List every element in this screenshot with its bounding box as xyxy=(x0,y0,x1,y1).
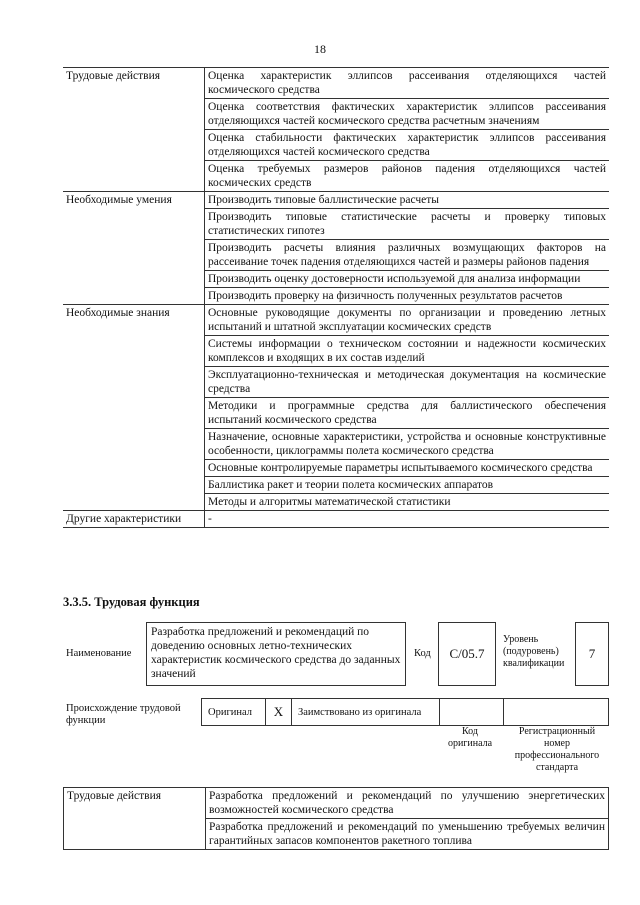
code-value: C/05.7 xyxy=(438,622,496,686)
level-value: 7 xyxy=(575,622,609,686)
row-value: Эксплуатационно-техническая и методическая документация на космические средства xyxy=(205,367,610,398)
row-label xyxy=(63,288,205,305)
row-value: Производить типовые статистические расчеты и проверку типовых статистических гипотез xyxy=(205,209,610,240)
row-value: - xyxy=(205,511,610,528)
row-value: Разработка предложений и рекомендаций по улучшению энергетических возможностей космического средства xyxy=(206,788,609,819)
table-row xyxy=(63,305,609,336)
code-label: Код xyxy=(414,648,431,659)
table-row xyxy=(63,367,609,398)
row-value: Оценка соответствия фактических характеристик эллипсов рассеивания отделяющихся частей космического средства расчетным значениям xyxy=(205,99,610,130)
row-value: Производить проверку на физичность полученных результатов расчетов xyxy=(205,288,610,305)
table-row xyxy=(63,288,609,305)
row-label xyxy=(63,161,205,192)
row-label xyxy=(63,367,205,398)
row-label xyxy=(63,477,205,494)
row-label xyxy=(63,209,205,240)
row-value: Оценка стабильности фактических характеристик эллипсов рассеивания отделяющихся частей космического средства xyxy=(205,130,610,161)
original-mark: X xyxy=(266,699,292,725)
table-row xyxy=(63,336,609,367)
row-label: Трудовые действия xyxy=(63,68,205,99)
page-number: 18 xyxy=(314,42,326,56)
row-value: Баллистика ракет и теории полета космических аппаратов xyxy=(205,477,610,494)
row-value: Методы и алгоритмы математической статистики xyxy=(205,494,610,511)
table-row xyxy=(63,161,609,192)
table-row xyxy=(63,494,609,511)
table-row xyxy=(63,429,609,460)
origin-row xyxy=(201,698,609,726)
row-label xyxy=(63,429,205,460)
table-row xyxy=(63,68,609,99)
row-value: Методики и программные средства для баллистического обеспечения испытаний космического средства xyxy=(205,398,610,429)
row-value: Производить расчеты влияния различных возмущающих факторов на рассеивание точек падения отделяющихся частей и размеры районов падения xyxy=(205,240,610,271)
row-label: Необходимые умения xyxy=(63,192,205,209)
section-title: 3.3.5. Трудовая функция xyxy=(63,595,200,609)
reg-number-label: Регистрационный номер профессионального стандарта xyxy=(514,726,600,773)
row-label xyxy=(63,460,205,477)
row-value: Системы информации о техническом состоянии и надежности космических комплексов и входящих в их состав изделий xyxy=(205,336,610,367)
row-value: Производить оценку достоверности используемой для анализа информации xyxy=(205,271,610,288)
row-label xyxy=(63,494,205,511)
row-label xyxy=(63,336,205,367)
row-value: Разработка предложений и рекомендаций по уменьшению требуемых величин гарантийных запасов компонентов ракетного топлива xyxy=(206,819,609,850)
table-row xyxy=(63,209,609,240)
row-label xyxy=(63,99,205,130)
row-value: Оценка требуемых размеров районов падения отделяющихся частей космических средств xyxy=(205,161,610,192)
code-original-label: Код оригинала xyxy=(447,726,493,749)
row-label: Трудовые действия xyxy=(64,788,206,850)
table-row xyxy=(63,99,609,130)
row-label: Необходимые знания xyxy=(63,305,205,336)
original-label: Оригинал xyxy=(202,699,266,725)
code-original-cell xyxy=(440,699,504,725)
row-label: Другие характеристики xyxy=(63,511,205,528)
table-row xyxy=(63,398,609,429)
table-row xyxy=(63,460,609,477)
row-label xyxy=(63,398,205,429)
labor-actions-table xyxy=(63,787,609,850)
table-row xyxy=(63,511,609,528)
table-row xyxy=(64,788,609,819)
table-row xyxy=(63,192,609,209)
level-label: Уровень (подуровень) квалификации xyxy=(503,634,565,669)
row-label xyxy=(63,130,205,161)
table-row xyxy=(63,477,609,494)
function-name-value: Разработка предложений и рекомендаций по доведению основных летно-технических характеристик космического средства до заданных значений xyxy=(146,622,406,686)
borrowed-label: Заимствовано из оригинала xyxy=(292,699,440,725)
table-row xyxy=(63,271,609,288)
row-value: Назначение, основные характеристики, устройства и основные конструктивные особенности, циклограммы полета космического средства xyxy=(205,429,610,460)
row-value: Основные руководящие документы по организации и проведению летных испытаний и штатной эксплуатации космических средств xyxy=(205,305,610,336)
table-row xyxy=(63,240,609,271)
row-label xyxy=(63,271,205,288)
table-row xyxy=(63,130,609,161)
row-label xyxy=(63,240,205,271)
origin-label: Происхождение трудовой функции xyxy=(66,703,181,726)
row-value: Оценка характеристик эллипсов рассеивания отделяющихся частей космического средства xyxy=(205,68,610,99)
row-value: Производить типовые баллистические расчеты xyxy=(205,192,610,209)
row-value: Основные контролируемые параметры испытываемого космического средства xyxy=(205,460,610,477)
requirements-table xyxy=(63,67,609,528)
name-label: Наименование xyxy=(66,648,132,659)
reg-number-cell xyxy=(504,699,608,725)
